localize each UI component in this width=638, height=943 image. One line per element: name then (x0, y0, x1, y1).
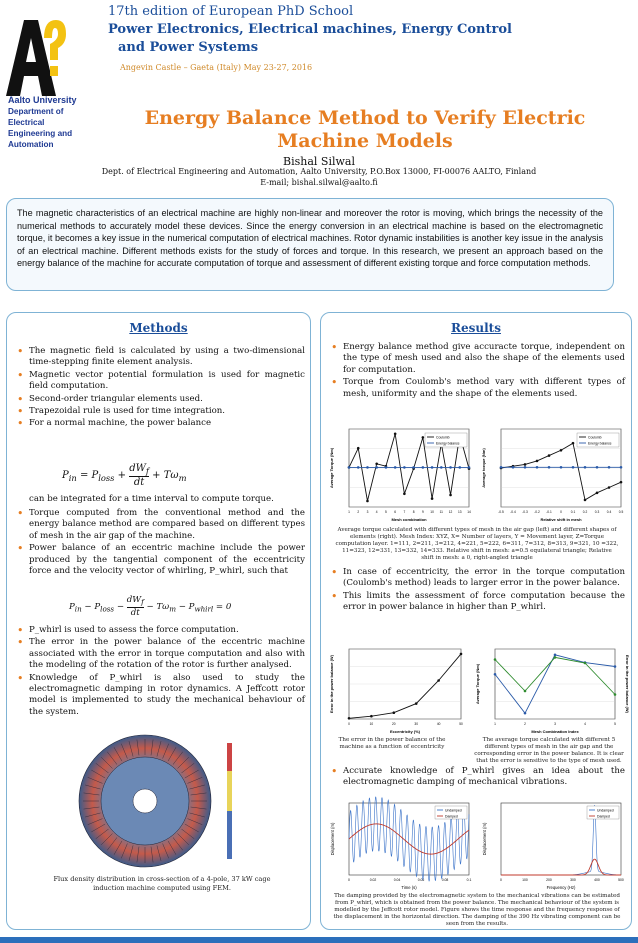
data-point (584, 499, 587, 502)
x-tick-label: 3 (554, 722, 556, 726)
y-axis-label: Average torque (Nm) (481, 448, 486, 488)
y-axis-label: Average Torque (Nm) (475, 663, 480, 705)
department-line: Engineering and (8, 129, 73, 138)
x-tick-label: 0.08 (441, 878, 449, 882)
x-tick-label: 12 (448, 510, 453, 514)
data-point (614, 693, 617, 696)
data-point (548, 466, 551, 469)
x-tick-label: -0.4 (510, 510, 516, 514)
data-point (431, 466, 434, 469)
x-tick-label: 4 (375, 510, 378, 514)
chart-error-eccentricity (327, 643, 467, 735)
data-point (494, 673, 497, 676)
methods-bullet: • The error in the power balance of the eccentric machine associated with the error in torque computation and also with the modeling of the rotation of the rotor is further analysed. (15, 637, 305, 671)
data-point (437, 679, 440, 682)
x-tick-label: 20 (392, 722, 396, 726)
data-point (460, 653, 463, 656)
data-point (494, 658, 497, 661)
methods-bullet: • Power balance of an eccentric machine include the power produced by the tangential component of the eccentricity force and the velocity vector of whirling, P_whirl, such that (15, 543, 305, 577)
x-tick-label: 0.5 (618, 510, 624, 514)
x-tick-label: 200 (546, 878, 552, 882)
chart-time-response (327, 795, 475, 891)
results-bullet: • Accurate knowledge of P_whirl gives an idea about the electromagnetic damping of mechanical vibrations. (329, 766, 625, 789)
x-tick-label: 10 (430, 510, 434, 514)
flux-figure-caption: Flux density distribution in cross-section of a 4-pole, 37 kW cage induction machine computed using FEM. (53, 875, 271, 892)
data-point (366, 466, 369, 469)
x-tick-label: 0.06 (417, 878, 425, 882)
data-point (512, 466, 515, 469)
x-tick-label: 50 (459, 722, 463, 726)
chart-torque-shift (479, 423, 627, 523)
chart-frequency-response (479, 795, 627, 891)
x-tick-label: 11 (439, 510, 443, 514)
methods-panel (6, 312, 311, 930)
x-axis-label: Frequency (Hz) (546, 885, 576, 890)
data-point (394, 466, 397, 469)
data-point (458, 466, 461, 469)
x-tick-label: 7 (403, 510, 406, 514)
x-tick-label: 5 (614, 722, 616, 726)
data-point (524, 466, 527, 469)
data-point (348, 717, 351, 720)
chart-torque-mesh (327, 423, 475, 523)
data-point (620, 481, 623, 484)
x-tick-label: 1 (348, 510, 350, 514)
x-tick-label: 0.04 (393, 878, 401, 882)
legend-label: Undamped (445, 808, 462, 813)
methods-list-b (15, 508, 305, 578)
methods-bullet: • Magnetic vector potential formulation is used for magnetic field computation. (15, 370, 305, 393)
x-tick-label: 0.1 (570, 510, 576, 514)
x-tick-label: 6 (394, 510, 397, 514)
y-axis-label: Displacement (m) (330, 822, 335, 856)
data-point (370, 715, 373, 718)
fig3-caption: The damping provided by the electromagnetic system to the mechanical vibrations can be estimated from P_whirl, which is obtained from the power balance. The mechanical behaviour of the system is modelled by the Jeffcott rotor model. Figure shows the time response and the frequency response of the displacement in the horizontal direction. The damping of the 390 Hz vibrating component can be seen from the results. (333, 893, 621, 927)
legend-label: Undamped (597, 808, 614, 813)
data-point (554, 654, 557, 657)
results-bullet: • This limits the assessment of force computation because the error in power balance in higher than P_whirl. (329, 591, 625, 614)
data-point (375, 463, 378, 466)
data-point (584, 662, 587, 665)
data-point (554, 656, 557, 659)
data-point (614, 665, 617, 668)
x-tick-label: -0.2 (534, 510, 540, 514)
methods-list-c (15, 625, 305, 719)
equation-eccentric: $P_{in} - P_{loss}$ − $dW_f$ dt − $T\omega_m - P_{whirl} = 0$ (69, 595, 232, 618)
abstract-box: The magnetic characteristics of an electrical machine are highly non-linear and moreover the rotor is moving, which brings the necessity of the numerical methods to accurately model these devices. Since the energy conversion in an electrical machine is based on the electromagnetic torque, it becomes a key issue in the numerical computation of electrical machines. Rotor dynamic instabilities is another key issue in the analysis of an electrical machine. Different methods exists for the study of forces and torque. In this research, we present an approach based on the energy balance of the machine for accurate computation of torque and assessment of different existing torque and force computation methods. (6, 198, 614, 291)
x-tick-label: 13 (457, 510, 462, 514)
data-point (596, 492, 599, 495)
data-point (348, 466, 351, 469)
legend-label: Damped (445, 814, 458, 819)
methods-bullet: • Knowledge of P_whirl is also used to study the electromagnetic damping in rotor dynamics. A Jeffcott rotor model is implemented to study the mechanical behaviour of the system. (15, 673, 305, 719)
data-point (584, 466, 587, 469)
data-point (524, 690, 527, 693)
affiliation: Dept. of Electrical Engineering and Automation, Aalto University, P.O.Box 13000, FI-00076 AALTO, Finland (101, 167, 537, 176)
x-tick-label: 10 (369, 722, 374, 726)
chart-torque-error-mesh (473, 643, 629, 735)
y2-axis-label: Error in the power balance (W) (625, 654, 630, 714)
legend-label: Energy balance (436, 441, 460, 446)
x-tick-label: 0.2 (582, 510, 588, 514)
results-bullet: • In case of eccentricity, the error in the torque computation (Coulomb's method) leads to larger error in the power balance. (329, 567, 625, 590)
data-point (620, 466, 623, 469)
data-point (468, 466, 471, 469)
x-axis-label: Eccentricity (%) (389, 729, 421, 734)
x-tick-label: 0.4 (606, 510, 612, 514)
x-tick-label: 2 (357, 510, 360, 514)
data-point (572, 466, 575, 469)
data-point (524, 712, 527, 715)
results-bullet: • Torque from Coulomb's method vary with different types of mesh, uniformity and the shape of the elements used. (329, 377, 625, 400)
data-point (536, 466, 539, 469)
data-point (560, 449, 563, 452)
flux-density-figure (65, 731, 265, 871)
x-axis-label: Mesh Combination Index (531, 729, 579, 734)
legend-label: Coulomb (588, 435, 602, 440)
data-point (412, 466, 415, 469)
data-point (572, 442, 575, 445)
x-tick-label: -0.5 (498, 510, 504, 514)
methods-bullet: • The magnetic field is calculated by using a two-dimensional time-stepping finite element analysis. (15, 346, 305, 369)
results-list-b (329, 567, 625, 615)
fig1-caption: Average torque calculated with different types of mesh in the air gap (left) and different shapes of elements (right). Mesh Index: XYZ, X= Number of layers, Y = Movement layer, Z=Torque computation layer. 1=111, 2=211, 3=212, 4=221, 5=222, 6=311, 7=312, 8=313, 9=321, 10 =322, 11=323, 12=331, 13=332, 14=333. Relative shift in mesh: a=0.5 equilateral triangle; Relative shift in mesh: a 0, right-angled triangle (335, 527, 619, 561)
data-point (394, 433, 397, 436)
data-point (385, 466, 388, 469)
fig2-caption-left: The error in the power balance of the machine as a function of eccentricity (338, 737, 446, 750)
methods-bullet: • P_whirl is used to assess the force computation. (15, 625, 305, 636)
x-tick-label: 0 (560, 510, 562, 514)
data-point (536, 460, 539, 463)
x-tick-label: 500 (618, 878, 624, 882)
x-tick-label: 9 (421, 510, 424, 514)
data-point (403, 493, 406, 496)
data-point (440, 466, 443, 469)
data-point (357, 447, 360, 450)
legend-label: Damped (597, 814, 610, 819)
footer-bar (0, 937, 638, 943)
results-list-a (329, 342, 625, 401)
x-tick-label: 5 (385, 510, 387, 514)
x-tick-label: 4 (584, 722, 586, 726)
x-tick-label: 2 (524, 722, 526, 726)
results-panel (320, 312, 632, 930)
data-point (357, 466, 360, 469)
y-axis-label: Error in the power balance (W) (329, 654, 334, 714)
email: E-mail; bishal.silwal@aalto.fi (260, 178, 378, 187)
data-point (375, 466, 378, 469)
x-tick-label: 0.1 (466, 878, 472, 882)
venue-text: Angevin Castle – Gaeta (Italy) May 23-27, 2016 (120, 63, 313, 72)
data-point (596, 466, 599, 469)
x-tick-label: 0 (348, 722, 350, 726)
y-axis-label: Displacement (m) (482, 822, 487, 856)
x-axis-label: Mesh combination (391, 517, 427, 522)
x-axis-label: Relative shift in mesh (540, 517, 582, 522)
x-tick-label: 0.3 (594, 510, 600, 514)
department-line: Department of (8, 107, 64, 116)
x-tick-label: 3 (366, 510, 369, 514)
methods-bullet: • Torque computed from the conventional method and the energy balance method are compared based on different types of mesh in the air gap of the machine. (15, 508, 305, 542)
data-point (608, 466, 611, 469)
x-tick-label: 400 (594, 878, 600, 882)
fig2-caption-right: The average torque calculated with different 5 different types of mesh in the air gap and the corresponding error in the power balance. It is clear that the error is sensitive to the type of mesh used. (474, 737, 624, 764)
methods-list-a (15, 346, 305, 431)
data-point (422, 466, 425, 469)
data-point (449, 466, 452, 469)
data-point (431, 497, 434, 500)
poster-title: Energy Balance Method to Verify Electric Machine Models (144, 107, 586, 152)
results-list-c (329, 766, 625, 790)
results-title: Results (451, 321, 501, 335)
data-point (608, 486, 611, 489)
author-name: Bishal Silwal (283, 155, 355, 168)
equation-power-balance: $P_{in} = P_{loss}$ + $dW_f$ dt + $T\omega_m$ (62, 463, 187, 488)
x-axis-label: Time (s) (401, 885, 417, 890)
methods-bullet: • Second-order triangular elements used. (15, 394, 305, 405)
data-point (548, 454, 551, 457)
conference-title-line1: Power Electronics, Electrical machines, Energy Control (108, 22, 512, 37)
data-point (366, 500, 369, 503)
legend-label: Coulomb (436, 435, 450, 440)
university-block (8, 95, 103, 150)
data-point (449, 494, 452, 497)
data-point (393, 711, 396, 714)
x-tick-label: -0.1 (546, 510, 552, 514)
school-name: 17th edition of European PhD School (108, 4, 354, 19)
data-point (403, 466, 406, 469)
department-line: Automation (8, 140, 54, 149)
methods-bullet: • Trapezoidal rule is used for time integration. (15, 406, 305, 417)
x-tick-label: 8 (412, 510, 415, 514)
x-tick-label: 40 (436, 722, 441, 726)
x-tick-label: 14 (467, 510, 471, 514)
x-tick-label: 0 (500, 878, 502, 882)
data-point (415, 702, 418, 705)
x-tick-label: 300 (570, 878, 576, 882)
department-line: Electrical (8, 118, 45, 127)
data-point (560, 466, 563, 469)
x-tick-label: 0 (348, 878, 350, 882)
aalto-logo (6, 10, 66, 96)
x-tick-label: 0.02 (369, 878, 377, 882)
data-point (524, 463, 527, 466)
data-point (422, 436, 425, 439)
university-name: Aalto University (8, 95, 77, 105)
methods-bullet: • For a normal machine, the power balance (15, 418, 305, 429)
x-tick-label: 30 (414, 722, 418, 726)
x-tick-label: 1 (494, 722, 496, 726)
data-point (500, 466, 503, 469)
equation-note: can be integrated for a time interval to compute torque. (29, 494, 274, 504)
x-tick-label: -0.3 (522, 510, 528, 514)
conference-title-line2: and Power Systems (118, 40, 259, 55)
results-bullet: • Energy balance method give accuracte torque, independent on the type of mesh used and also the shape of the elements used for computation. (329, 342, 625, 376)
legend-label: Energy balance (588, 441, 612, 446)
y-axis-label: Average Torque (Nm) (329, 447, 334, 489)
methods-title: Methods (129, 321, 188, 335)
x-tick-label: 100 (522, 878, 528, 882)
